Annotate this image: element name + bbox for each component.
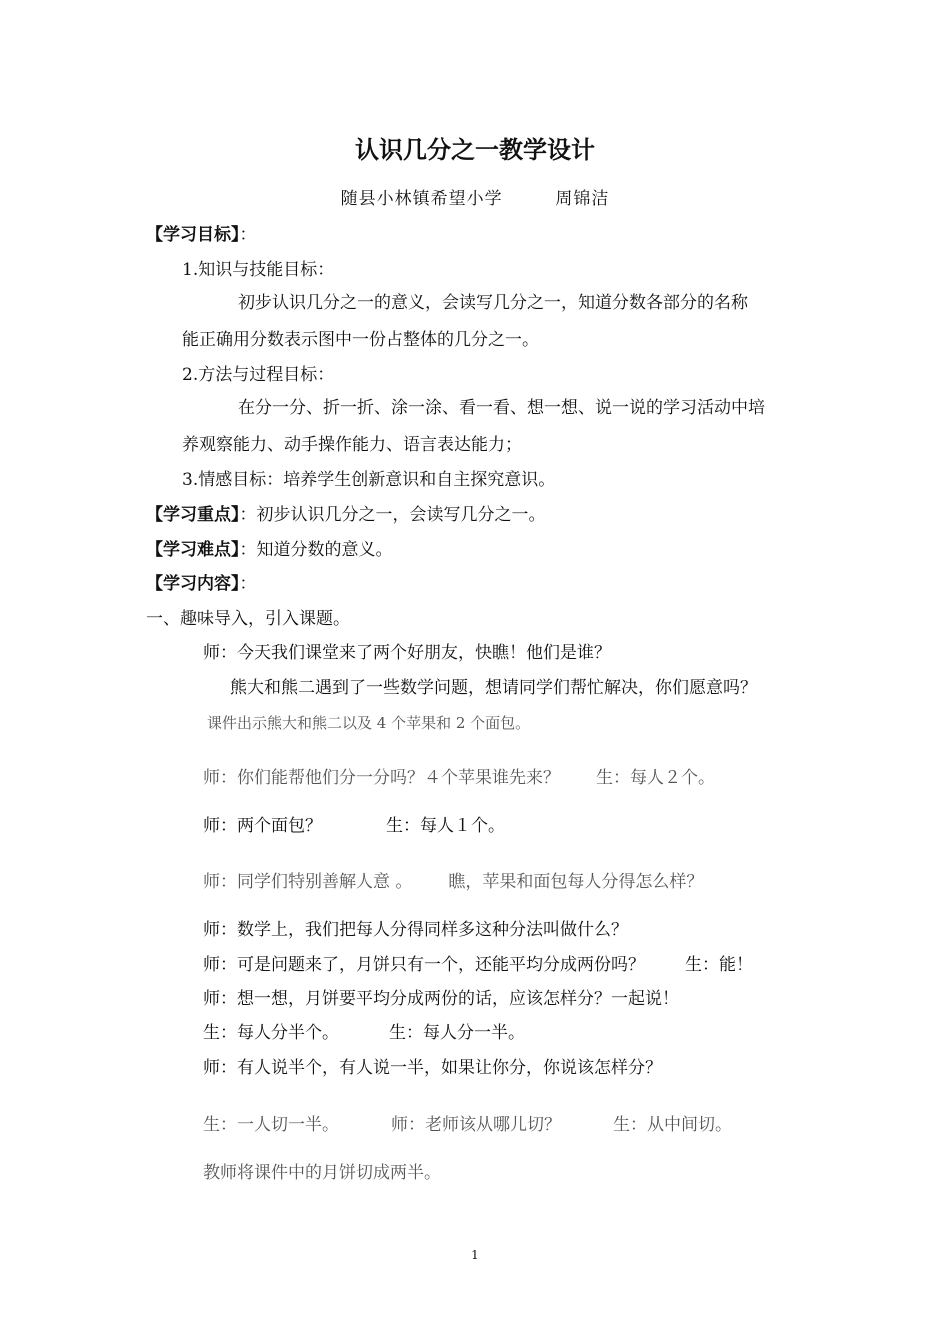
author-school: 随县小林镇希望小学 <box>340 189 503 209</box>
goals-heading-suffix: ： <box>239 225 257 245</box>
dialogue-line-10-a: 生：每人分半个。 <box>203 1023 339 1043</box>
goal-2-text-line2: 养观察能力、动手操作能力、语言表达能力； <box>182 435 522 455</box>
author-name: 周锦洁 <box>555 189 610 209</box>
focus-heading: 【学习重点】 <box>146 505 240 525</box>
content-heading: 【学习内容】 <box>146 574 240 594</box>
dialogue-line-12 <box>203 1114 732 1136</box>
goal-2-label: 2.方法与过程目标： <box>182 365 335 385</box>
dialogue-line-7: 师：数学上，我们把每人分得同样多这种分法叫做什么？ <box>203 920 628 940</box>
dialogue-line-5 <box>203 815 505 837</box>
content-heading-line <box>146 573 257 595</box>
dialogue-line-11: 师：有人说半个，有人说一半，如果让你分，你说该怎样分？ <box>203 1058 662 1078</box>
dialogue-line-4-student: 生：每人２个。 <box>596 768 715 788</box>
section-1-title: 一、趣味导入，引入课题。 <box>146 609 350 629</box>
courseware-note: 课件出示熊大和熊二以及 4 个苹果和 2 个面包。 <box>207 714 531 732</box>
goals-heading: 【学习目标】 <box>146 225 240 245</box>
difficulty-text: ：知道分数的意义。 <box>239 540 393 560</box>
goal-1-text-line1: 初步认识几分之一的意义，会读写几分之一，知道分数各部分的名称 <box>238 293 748 313</box>
document-title: 认识几分之一教学设计 <box>355 136 595 164</box>
goal-2-text-line1: 在分一分、折一折、涂一涂、看一看、想一想、说一说的学习活动中培 <box>238 398 765 418</box>
goal-1-text-line2: 能正确用分数表示图中一份占整体的几分之一。 <box>182 330 539 350</box>
dialogue-line-10 <box>203 1022 525 1044</box>
teacher-action-note: 教师将课件中的月饼切成两半。 <box>203 1163 441 1183</box>
dialogue-line-8 <box>203 954 753 976</box>
goal-1-label: 1.知识与技能目标： <box>182 260 335 280</box>
dialogue-line-8-student: 生：能！ <box>685 955 753 975</box>
dialogue-line-6 <box>203 871 703 893</box>
page-number: 1 <box>471 1248 479 1262</box>
dialogue-line-2: 熊大和熊二遇到了一些数学问题，想请同学们帮忙解决，你们愿意吗？ <box>230 678 757 698</box>
focus-line <box>146 504 546 526</box>
dialogue-line-10-b: 生：每人分一半。 <box>389 1023 525 1043</box>
dialogue-line-12-c: 生：从中间切。 <box>613 1115 732 1135</box>
difficulty-heading: 【学习难点】 <box>146 540 240 560</box>
goal-3: 3.情感目标：培养学生创新意识和自主探究意识。 <box>182 470 556 490</box>
goals-heading-line <box>146 224 257 246</box>
difficulty-line <box>146 539 393 561</box>
dialogue-line-4 <box>203 767 715 789</box>
dialogue-line-12-a: 生：一人切一半。 <box>203 1115 339 1135</box>
author-line <box>0 188 950 210</box>
dialogue-line-12-b: 师：老师该从哪儿切？ <box>391 1115 561 1135</box>
dialogue-line-5-student: 生：每人１个。 <box>386 816 505 836</box>
dialogue-line-4-teacher: 师：你们能帮他们分一分吗？４个苹果谁先来？ <box>203 768 560 788</box>
dialogue-line-5-teacher: 师：两个面包？ <box>203 816 322 836</box>
dialogue-line-1: 师：今天我们课堂来了两个好朋友，快瞧！他们是谁？ <box>203 643 611 663</box>
focus-text: ：初步认识几分之一，会读写几分之一。 <box>239 505 546 525</box>
dialogue-line-9: 师：想一想，月饼要平均分成两份的话，应该怎样分？一起说！ <box>203 989 679 1009</box>
dialogue-line-6-b: 瞧，苹果和面包每人分得怎么样？ <box>448 872 704 892</box>
content-heading-suffix: ： <box>239 574 257 594</box>
dialogue-line-8-teacher: 师：可是问题来了，月饼只有一个，还能平均分成两份吗？ <box>203 955 645 975</box>
dialogue-line-6-a: 师：同学们特别善解人意 。 <box>203 872 413 892</box>
